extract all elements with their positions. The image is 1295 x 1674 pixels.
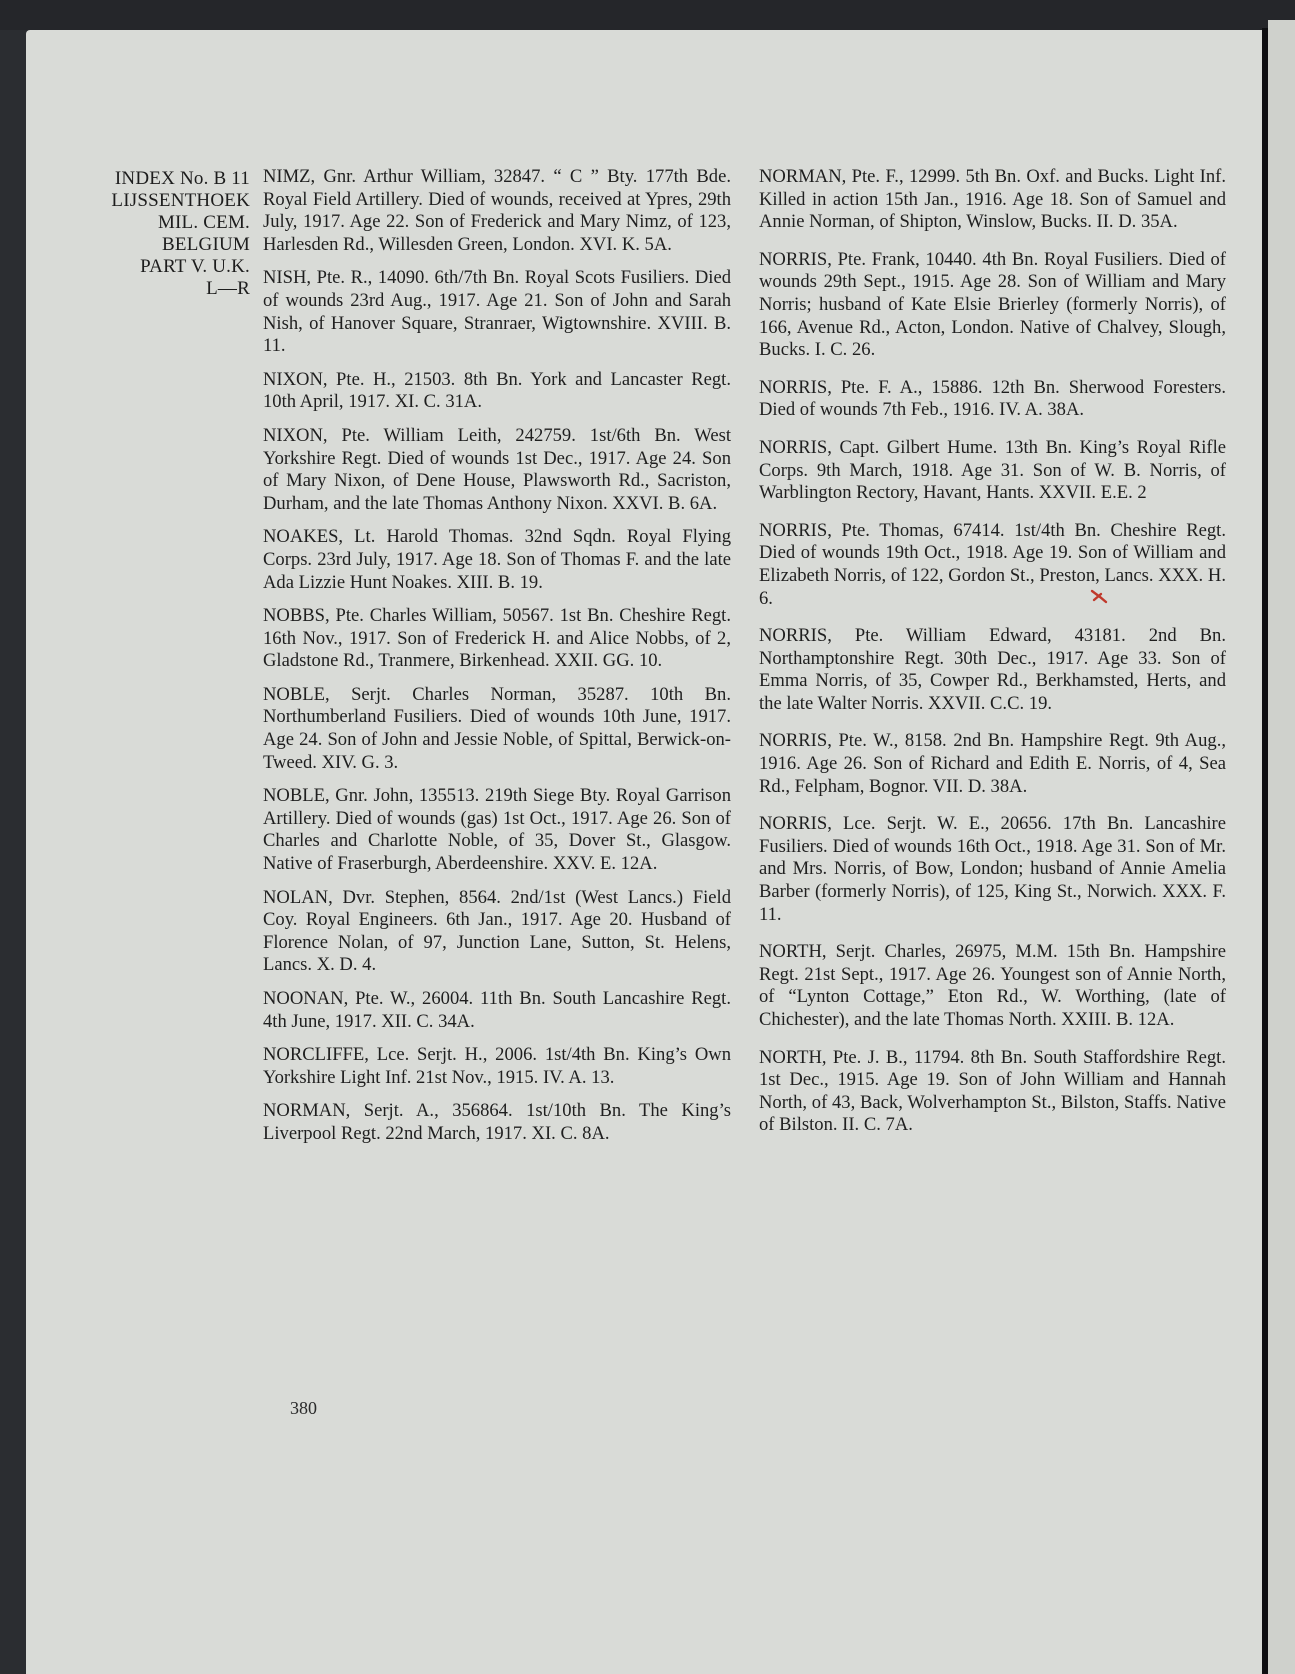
entry-norris-william-edward: NORRIS, Pte. William Edward, 43181. 2nd Bn. Northamptonshire Regt. 30th Dec., 1917. Age 33. Son of Emma Norris, of 35, Cowper Rd., Berkhamsted, Herts, and the late Walter Norris. XXVII. C.C. 19. (759, 625, 1226, 714)
entry-nimz: NIMZ, Gnr. Arthur William, 32847. “ C ” Bty. 177th Bde. Royal Field Artillery. Died of wounds, received at Ypres, 29th July, 1917. Age 22. Son of Frederick and Mary Nimz, of 123, Harlesden Rd., Willesden Green, London. XVI. K. 5A. (263, 166, 731, 255)
entry-north-charles: NORTH, Serjt. Charles, 26975, M.M. 15th Bn. Hampshire Regt. 21st Sept., 1917. Age 26. Youngest son of Annie North, of “Lynton Cottage,” Eton Rd., W. Worthing, (late of Chichester), and the late Thomas North. XXIII. B. 12A. (759, 941, 1226, 1030)
entry-norman-a: NORMAN, Serjt. A., 356864. 1st/10th Bn. The King’s Liverpool Regt. 22nd March, 1917. XI. C. 8A. (263, 1100, 731, 1144)
cemetery-type: MIL. CEM. (157, 212, 250, 233)
right-column (759, 166, 1226, 1152)
left-column (263, 166, 731, 1157)
page-number: 380 (290, 1398, 317, 1418)
entry-norman-f: NORMAN, Pte. F., 12999. 5th Bn. Oxf. and Bucks. Light Inf. Killed in action 15th Jan., 1916. Age 18. Son of Samuel and Annie Norman, of Shipton, Winslow, Bucks. II. D. 35A. (759, 166, 1226, 233)
entry-noakes: NOAKES, Lt. Harold Thomas. 32nd Sqdn. Royal Flying Corps. 23rd July, 1917. Age 18. Son of Thomas F. and the late Ada Lizzie Hunt Noakes. XIII. B. 19. (263, 526, 731, 593)
entry-nish: NISH, Pte. R., 14090. 6th/7th Bn. Royal Scots Fusiliers. Died of wounds 23rd Aug., 1917. Age 21. Son of John and Sarah Nish, of Hanover Square, Stranraer, Wigtownshire. XVIII. B. 11. (263, 267, 731, 357)
letter-range: L—R (206, 278, 250, 299)
entry-nobbs: NOBBS, Pte. Charles William, 50567. 1st Bn. Cheshire Regt. 16th Nov., 1917. Son of Frederick H. and Alice Nobbs, of 2, Gladstone Rd., Tranmere, Birkenhead. XXII. GG. 10. (263, 605, 731, 672)
entry-north-j-b: NORTH, Pte. J. B., 11794. 8th Bn. South Staffordshire Regt. 1st Dec., 1915. Age 19. Son of John William and Hannah North, of 43, Back, Wolverhampton St., Bilston, Staffs. Native of Bilston. II. C. 7A. (759, 1046, 1226, 1136)
entry-norris-frank: NORRIS, Pte. Frank, 10440. 4th Bn. Royal Fusiliers. Died of wounds 29th Sept., 1915. Age 28. Son of William and Mary Norris; husband of Kate Elsie Brierley (formerly Norris), of 166, Avenue Rd., Acton, London. Native of Chalvey, Slough, Bucks. I. C. 26. (759, 248, 1226, 361)
scan-background-top (0, 0, 1295, 30)
index-number: INDEX No. B 11 (114, 168, 250, 189)
book-gutter (1262, 28, 1268, 1674)
entry-norris-w-e: NORRIS, Lce. Serjt. W. E., 20656. 17th Bn. Lancashire Fusiliers. Died of wounds 16th Oct., 1918. Age 31. Son of Mr. and Mrs. Norris, of Bow, London; husband of Annie Amelia Barber (formerly Norris), of 125, King St., Norwich. XXX. F. 11. (759, 813, 1226, 925)
entry-nixon-h: NIXON, Pte. H., 21503. 8th Bn. York and Lancaster Regt. 10th April, 1917. XI. C. 31A. (263, 368, 731, 413)
adjacent-page-edge (1268, 20, 1295, 1674)
entry-noble-charles: NOBLE, Serjt. Charles Norman, 35287. 10th Bn. Northumberland Fusiliers. Died of wounds 10th June, 1917. Age 24. Son of John and Jessie Noble, of Spittal, Berwick-on-Tweed. XIV. G. 3. (263, 683, 731, 773)
index-header (50, 168, 250, 300)
entry-norris-f-a: NORRIS, Pte. F. A., 15886. 12th Bn. Sherwood Foresters. Died of wounds 7th Feb., 1916. IV. A. 38A. (759, 376, 1226, 421)
entry-norris-w: NORRIS, Pte. W., 8158. 2nd Bn. Hampshire Regt. 9th Aug., 1916. Age 26. Son of Richard and Edith E. Norris, of 4, Sea Rd., Felpham, Bognor. VII. D. 38A. (759, 730, 1226, 797)
part-label: PART V. U.K. (140, 256, 250, 277)
entry-norris-gilbert: NORRIS, Capt. Gilbert Hume. 13th Bn. King’s Royal Rifle Corps. 9th March, 1918. Age 31. Son of W. B. Norris, of Warblington Rectory, Havant, Hants. XXVII. E.E. 2 (759, 436, 1226, 504)
entry-noonan: NOONAN, Pte. W., 26004. 11th Bn. South Lancashire Regt. 4th June, 1917. XII. C. 34A. (263, 988, 731, 1032)
cemetery-name: LIJSSENTHOEK (111, 190, 250, 211)
entry-nolan: NOLAN, Dvr. Stephen, 8564. 2nd/1st (West Lancs.) Field Coy. Royal Engineers. 6th Jan., 1917. Age 20. Husband of Florence Nolan, of 97, Junction Lane, Sutton, St. Helens, Lancs. X. D. 4. (263, 886, 731, 976)
red-pen-mark-icon (1090, 588, 1110, 604)
entry-noble-john: NOBLE, Gnr. John, 135513. 219th Siege Bty. Royal Garrison Artillery. Died of wounds (gas) 1st Oct., 1917. Age 26. Son of Charles and Charlotte Noble, of 35, Dover St., Glasgow. Native of Fraserburgh, Aberdeenshire. XXV. E. 12A. (263, 785, 731, 875)
entry-norris-thomas: NORRIS, Pte. Thomas, 67414. 1st/4th Bn. Cheshire Regt. Died of wounds 19th Oct., 1918. Age 19. Son of William and Elizabeth Norris, of 122, Gordon St., Preston, Lancs. XXX. H. 6. (759, 519, 1226, 609)
entry-norcliffe: NORCLIFFE, Lce. Serjt. H., 2006. 1st/4th Bn. King’s Own Yorkshire Light Inf. 21st Nov., 1915. IV. A. 13. (263, 1044, 731, 1088)
country: BELGIUM (162, 234, 250, 255)
entry-nixon-william: NIXON, Pte. William Leith, 242759. 1st/6th Bn. West Yorkshire Regt. Died of wounds 1st Dec., 1917. Age 24. Son of Mary Nixon, of Dene House, Plawsworth Rd., Sacriston, Durham, and the late Thomas Anthony Nixon. XXVI. B. 6A. (263, 424, 731, 514)
